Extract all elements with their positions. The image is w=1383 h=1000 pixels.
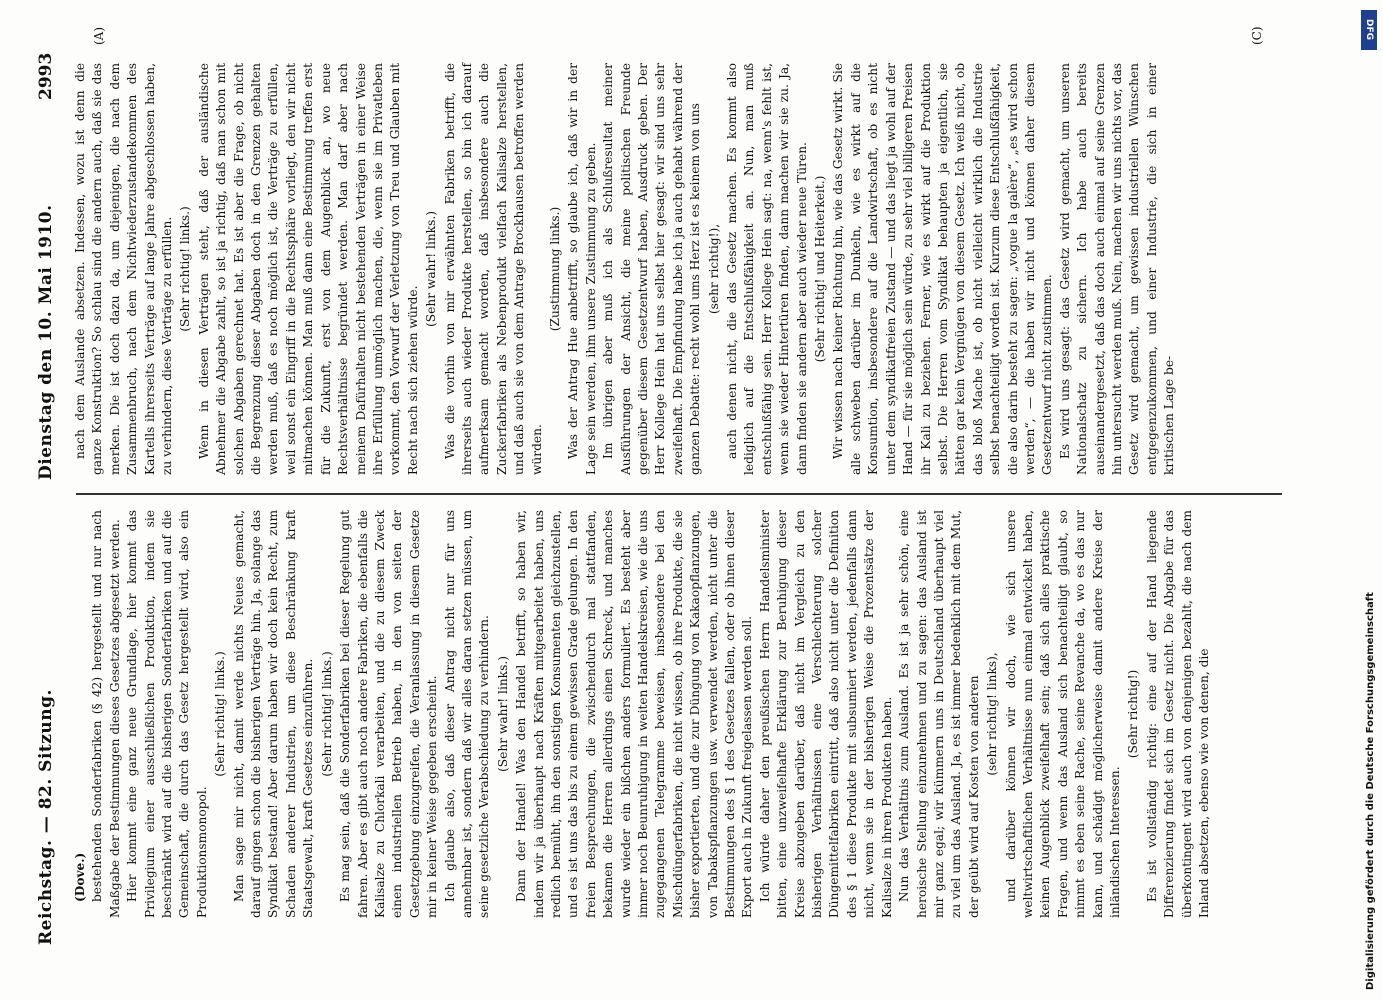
paragraph: Dann der Handel! Was den Handel betrifft, so haben wir, indem wir ja überhaupt nach Kräften mitgearbeitet haben, uns redlich bemüht, ihn den sonstigen Konsumenten gleichzustellen, und es ist uns das bis zu einem gewissen Grade gelungen. In den freien Besprechungen, die zwischendurch mal stattfanden, bekamen die Herren allerdings einen Schreck, und manches wurde wieder ein bißchen anders formuliert. Es besteht aber immer noch Beunruhigung in weiten Handelskreisen, wie die uns zugegangenen Telegramme beweisen, insbesondere bei den Mischdüngerfabriken, die nicht wissen, ob ihre Produkte, die sie bisher exportierten, und die zur Düngung von Kakaopflanzungen, von Tabakspflanzungen usw. verwendet werden, nicht unter die Bestimmungen des § 1 des Gesetzes fallen, oder ob ihnen dieser Export auch in Zukunft freigelassen werden soll. (514, 510, 755, 918)
page-number: 2993 (36, 52, 56, 100)
left-column (72, 510, 1211, 918)
paragraph: Im übrigen aber muß ich als Schlußresultat meiner Ausführungen der Ansicht, die meine politischen Freunde gegenüber diesem Gesetzentwurf haben, Ausdruck geben. Der Herr Kollege Hein hat uns selbst hier gesagt: wir sind uns sehr zweifelhaft. Die Empfindung habe ich ja auch gehabt während der ganzen Debatte: recht wohl ums Herz ist es keinem von uns (601, 63, 703, 475)
interjection: (Sehr richtig! links.) (178, 206, 193, 332)
dfg-credit-strip (1355, 0, 1383, 1000)
paragraph: Es mag sein, daß die Sonderfabriken bei dieser Regelung gut fahren. Aber es gibt auch noch andere Fabriken, die ebenfalls die Kalisalze zu Chlorkali verarbeiten, und die zu diesem Zweck einen industriellen Betrieb haben, in den von seiten der Gesetzgebung einzugreifen, die Veranlassung in diesem Gesetze mir in keiner Weise gegeben erscheint. (338, 510, 440, 918)
paragraph: und darüber können wir doch, wie sich unsere weltwirtschaftlichen Verhältnisse nun einmal entwickelt haben, keinen Augenblick zweifelhaft sein; daß sich alles praktische Fragen, und wenn das Ausland sich benachteiligt glaubt, so nimmt es eben seine Rache, seine Revanche da, wo es das nur kann, und schädigt möglicherweise damit andere Kreise der inländischen Interessen. (1003, 510, 1122, 918)
speaker-label: (Dove.) (73, 852, 87, 902)
paragraph: Nun das Verhältnis zum Ausland. Es ist ja sehr schön, eine heroische Stellung einzunehmen und zu sagen: das Ausland ist mir ganz egal; wir kümmern uns in Deutschland überhaupt viel zu viel um das Ausland. Ja, es ist immer bedenklich mit dem Mut, der geübt wird auf Kosten von anderen (897, 510, 981, 918)
interjection: (sehr richtig!), (706, 223, 721, 315)
paragraph: Es ist vollständig richtig: eine auf der Hand liegende Differenzierung findet sich im Gesetz nicht. Die Abgabe für das überkontingent wird auch von denjenigen bezahlt, die nach dem Inland absetzen, ebenso wie von denen, die (1144, 510, 1211, 918)
margin-letter-a: (A) (92, 26, 106, 45)
paragraph: Wenn in diesen Verträgen steht, daß der ausländische Abnehmer die Abgabe zahlt, so ist ja richtig, daß man schon mit solchen Abgaben gerechnet hat. Es ist aber die Frage, ob nicht die Begrenzung dieser Abgaben doch in den Grenzen gehalten werden muß, daß es noch möglich ist, die Verträge zu erfüllen, weil sonst ein Eingriff in die Rechtssphäre vorliegt, den wir nicht mitmachen können. Man muß dann eine Bestimmung treffen erst für die Zukunft, erst von dem Augenblick an, wo neue Rechtsverhältnisse begründet werden. Man darf aber nach meinem Dafürhalten nicht bestehenden Verträgen in einer Weise ihre Erfüllung unmöglich machen, die, wenn sie im Privatleben vorkommt, den Vorwurf der Verletzung von Treu und Glauben mit Recht nach sich ziehen würde. (196, 63, 420, 475)
paragraph: Was der Antrag Hue anbetrifft, so glaube ich, daß wir in der Lage sein werden, ihm unsere Zustimmung zu geben. (566, 63, 598, 475)
interjection: (Zustimmung links.) (547, 206, 562, 332)
paragraph: bestehenden Sonderfabriken (§ 42) hergestellt und nur nach Maßgabe der Bestimmungen dieses Gesetzes abgesetzt werden. (90, 510, 122, 918)
interjection: (Sehr richtig!) (1126, 669, 1141, 759)
right-column (72, 63, 1177, 475)
interjection: (Sehr richtig! und Heiterkeit.) (813, 175, 828, 363)
paragraph: Wir wissen nach keiner Richtung hin, wie das Gesetz wirkt. Sie alle schweben darüber im Dunkeln, wie es wirkt auf die Konsumtion, insbesondere auf die Landwirtschaft, ob es nicht unter dem syndikatfreien Zustand — und das liegt ja wohl auf der Hand — für sie möglich sein würde, zu sehr viel billigeren Preisen ihr Kali zu beziehen. Ferner, wie es wirkt auf die Produktion selbst. Die Herren vom Syndikat behaupten ja eigentlich, sie hätten gar kein Vergnügen von diesem Gesetz. Ich weiß nicht, ob das bloß Mache ist, ob nicht vielleicht wirklich die Industrie selbst benachteiligt worden ist. Kurzum diese Entschlußfähigkeit, die also darin besteht zu sagen: „vogue la galère“, „es wird schon werden“, — die haben wir nicht und können daher diesem Gesetzentwurf nicht zustimmen. (831, 63, 1055, 475)
paragraph: Ich würde daher den preußischen Herrn Handelsminister bitten, eine unzweifelhafte Erklärung zur Beruhigung dieser Kreise abzugeben darüber, daß nicht im Vergleich zu den bisherigen Verhältnissen eine Verschlechterung solcher Düngemittelfabriken eintritt, daß also nicht unter die Definition des § 1 diese Produkte mit subsumiert werden, jedenfalls dann nicht, wenn sie in der bisherigen Weise die Prozentsätze der Kalisalze in ihren Produkten haben. (757, 510, 894, 918)
interjection: (Sehr richtig! links.) (213, 651, 228, 777)
paragraph: Es wird uns gesagt: das Gesetz wird gemacht, um unseren Nationalschatz zu sichern. Ich habe auch bereits auseinandergesetzt, daß das doch auch einmal auf seine Grenzen hin untersucht werden muß. Nein, machen wir uns nichts vor, das Gesetz wird gemacht, um gewissen industriellen Wünschen entgegenzukommen, und einer Industrie, die sich in einer kritischen Lage be- (1057, 63, 1177, 475)
interjection: (Sehr richtig! links.) (319, 651, 334, 777)
paragraph: nach dem Auslande absetzen. Indessen, wozu ist denn die ganze Konstruktion? So schlau sind die andern auch, daß sie das merken. Die ist doch dazu da, um diejenigen, die nach dem Zusammenbruch, nach dem Nichtwiederzustandekommen des Kartells ihrerseits Verträge auf lange Jahre abgeschlossen haben, zu verhindern, diese Verträge zu erfüllen. (73, 63, 175, 475)
header-date: Dienstag den 10. Mai 1910. (36, 204, 56, 480)
interjection: (Sehr wahr! links.) (495, 656, 510, 772)
paragraph: Ich glaube also, daß dieser Antrag nicht nur für uns annehmbar ist, sondern daß wir alles daran setzen müssen, um seine gesetzliche Verabschiedung zu verhindern. (442, 510, 492, 918)
header-session: Reichstag. — 82. Sitzung. (36, 689, 56, 945)
dfg-credit-text: Digitalisierung gefördert durch die Deutsche Forschungsgemeinschaft (1365, 592, 1376, 990)
paragraph: Hier kommt eine ganz neue Grundlage, hier kommt das Privilegium einer ausschließlichen Produktion, indem sie beschränkt wird auf die bisherigen Sonderfabriken und auf die Gemeinschaft, die durch das Gesetz hergestellt wird, also ein Produktionsmonopol. (125, 510, 209, 918)
column-divider (76, 493, 1282, 495)
page-header (0, 0, 70, 1000)
margin-letter-c: (C) (1250, 26, 1264, 45)
interjection: (Sehr wahr! links.) (424, 211, 439, 327)
interjection: (sehr richtig! links), (985, 652, 1000, 776)
paragraph: Was die vorhin von mir erwähnten Fabriken betrifft, die ihrerseits auch wieder Produkte herstellen, so bin ich darauf aufmerksam gemacht worden, daß insbesondere auch die Zuckerfabriken als Nebenprodukt vielfach Kalisalze herstellen, und daß auch sie von dem Antrage Brockhausen betroffen werden würden. (442, 63, 544, 475)
paragraph: auch denen nicht, die das Gesetz machen. Es kommt also lediglich auf die Entschlußfähigkeit an. Nun, man muß entschlußfähig sein. Herr Kollege Hein sagt: na, wenn's fehlt ist, wenn sie wieder Hintertüren finden, dann machen wir sie zu. Ja, dann finden sie andern aber auch wieder neue Türen. (725, 63, 809, 475)
dfg-logo: DFG (1361, 10, 1377, 50)
paragraph: Man sage mir nicht, damit werde nichts Neues gemacht, darauf gingen schon die bisherigen Verträge hin. Ja, solange das Syndikat bestand! Aber darum haben wir doch kein Recht, zum Schaden anderer Industrien, um diese Beschränkung kraft Staatsgewalt, kraft Gesetzes einzuführen. (231, 510, 316, 918)
